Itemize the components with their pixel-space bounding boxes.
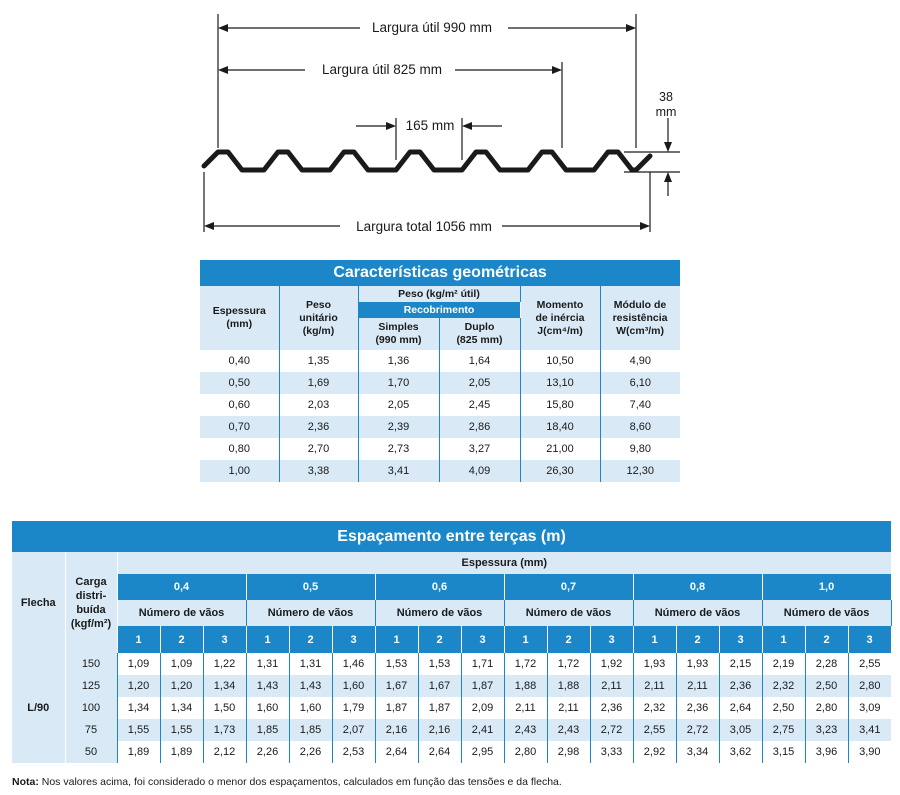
spacing-cell: 2,75	[762, 719, 805, 741]
spacing-cell: 2,07	[332, 719, 375, 741]
spacing-cell: 1,85	[289, 719, 332, 741]
span-index-header: 1	[117, 626, 160, 653]
spacing-row	[12, 719, 891, 741]
label-width-825: Largura útil 825 mm	[321, 62, 443, 77]
geom-cell: 1,35	[279, 350, 358, 372]
spacing-cell: 2,16	[418, 719, 461, 741]
spacing-cell: 2,12	[203, 741, 246, 763]
num-vaos-header: Número de vãos	[633, 600, 762, 626]
geom-cell: 15,80	[520, 394, 600, 416]
spacing-row	[12, 675, 891, 697]
spacing-cell: 2,11	[590, 675, 633, 697]
spacing-cell: 1,34	[203, 675, 246, 697]
footnote-text: Nos valores acima, foi considerado o menor dos espaçamentos, calculados em função das tensões e da flecha.	[38, 776, 562, 788]
header-duplo: Duplo (825 mm)	[439, 318, 520, 350]
geom-cell: 2,70	[279, 438, 358, 460]
spacing-cell: 1,71	[461, 653, 504, 675]
spacing-cell: 2,53	[332, 741, 375, 763]
spacing-cell: 1,55	[160, 719, 203, 741]
spacing-cell: 2,43	[547, 719, 590, 741]
span-index-header: 3	[461, 626, 504, 653]
spacing-cell: 1,89	[160, 741, 203, 763]
spacing-cell: 2,28	[805, 653, 848, 675]
spacing-cell: 2,98	[547, 741, 590, 763]
spacing-cell: 1,79	[332, 697, 375, 719]
span-index-header: 3	[590, 626, 633, 653]
spacing-cell: 2,32	[762, 675, 805, 697]
spacing-cell: 1,53	[375, 653, 418, 675]
load-value: 125	[65, 675, 117, 697]
span-index-header: 2	[160, 626, 203, 653]
header-peso-unitario: Peso unitário (kg/m)	[279, 286, 358, 350]
header-recobrimento: Recobrimento	[358, 302, 520, 318]
geom-cell: 12,30	[600, 460, 680, 482]
geom-cell: 1,64	[439, 350, 520, 372]
geom-cell: 2,36	[279, 416, 358, 438]
geom-cell: 3,27	[439, 438, 520, 460]
span-index-header: 1	[504, 626, 547, 653]
spacing-cell: 2,55	[848, 653, 891, 675]
header-modulo-resistencia: Módulo de resistência W(cm³/m)	[600, 286, 680, 350]
spacing-cell: 1,31	[289, 653, 332, 675]
spacing-cell: 2,26	[289, 741, 332, 763]
spacing-title: Espaçamento entre terças (m)	[12, 521, 891, 552]
geom-cell: 21,00	[520, 438, 600, 460]
label-width-total: Largura total 1056 mm	[356, 219, 492, 234]
geom-cell: 0,50	[200, 372, 279, 394]
load-value: 150	[65, 653, 117, 675]
thickness-header: 1,0	[762, 574, 891, 600]
num-vaos-header: Número de vãos	[375, 600, 504, 626]
header-espessura: Espessura (mm)	[200, 286, 279, 350]
spacing-cell: 2,50	[805, 675, 848, 697]
spacing-cell: 1,87	[418, 697, 461, 719]
spacing-cell: 2,15	[719, 653, 762, 675]
spacing-cell: 1,53	[418, 653, 461, 675]
geom-cell: 26,30	[520, 460, 600, 482]
spacing-cell: 1,89	[117, 741, 160, 763]
spacing-cell: 2,36	[676, 697, 719, 719]
geom-cell: 6,10	[600, 372, 680, 394]
spacing-cell: 1,50	[203, 697, 246, 719]
spacing-cell: 2,36	[719, 675, 762, 697]
geom-cell: 2,73	[358, 438, 439, 460]
load-value: 100	[65, 697, 117, 719]
spacing-cell: 2,80	[848, 675, 891, 697]
spacing-cell: 2,11	[547, 697, 590, 719]
geom-cell: 2,03	[279, 394, 358, 416]
spacing-cell: 3,33	[590, 741, 633, 763]
spacing-cell: 1,55	[117, 719, 160, 741]
spacing-cell: 1,43	[289, 675, 332, 697]
geom-cell: 2,45	[439, 394, 520, 416]
spacing-cell: 1,93	[633, 653, 676, 675]
spacing-cell: 1,88	[547, 675, 590, 697]
num-vaos-header: Número de vãos	[246, 600, 375, 626]
spacing-cell: 2,43	[504, 719, 547, 741]
geom-cell: 1,69	[279, 372, 358, 394]
spacing-cell: 1,87	[461, 675, 504, 697]
geom-row	[200, 416, 680, 438]
geom-row	[200, 350, 680, 372]
thickness-header: 0,6	[375, 574, 504, 600]
spacing-cell: 1,88	[504, 675, 547, 697]
geom-cell: 1,00	[200, 460, 279, 482]
geom-row	[200, 438, 680, 460]
spacing-cell: 1,60	[289, 697, 332, 719]
spacing-cell: 2,64	[719, 697, 762, 719]
thickness-header: 0,7	[504, 574, 633, 600]
spacing-cell: 1,60	[246, 697, 289, 719]
spacing-cell: 1,92	[590, 653, 633, 675]
span-index-header: 1	[762, 626, 805, 653]
span-index-header: 1	[375, 626, 418, 653]
geom-cell: 2,05	[439, 372, 520, 394]
spacing-cell: 2,64	[375, 741, 418, 763]
spacing-cell: 3,90	[848, 741, 891, 763]
spacing-cell: 2,19	[762, 653, 805, 675]
geom-cell: 4,90	[600, 350, 680, 372]
header-espessura-mm: Espessura (mm)	[117, 552, 891, 574]
spacing-cell: 1,72	[504, 653, 547, 675]
geom-cell: 9,80	[600, 438, 680, 460]
spacing-cell: 2,16	[375, 719, 418, 741]
spacing-cell: 1,93	[676, 653, 719, 675]
thickness-header: 0,8	[633, 574, 762, 600]
spacing-cell: 1,34	[117, 697, 160, 719]
geom-cell: 2,05	[358, 394, 439, 416]
label-pitch-165: 165 mm	[405, 118, 455, 133]
spacing-cell: 1,67	[375, 675, 418, 697]
spacing-cell: 2,09	[461, 697, 504, 719]
span-index-header: 2	[547, 626, 590, 653]
profile-drawing	[0, 0, 900, 250]
geom-cell: 7,40	[600, 394, 680, 416]
header-momento-inercia: Momento de inércia J(cm⁴/m)	[520, 286, 600, 350]
spacing-cell: 2,72	[590, 719, 633, 741]
spacing-cell: 3,62	[719, 741, 762, 763]
span-index-header: 3	[203, 626, 246, 653]
spacing-cell: 1,85	[246, 719, 289, 741]
header-peso-util: Peso (kg/m² útil)	[358, 286, 520, 302]
span-index-header: 2	[289, 626, 332, 653]
spacing-cell: 2,92	[633, 741, 676, 763]
span-index-header: 3	[848, 626, 891, 653]
geom-cell: 0,70	[200, 416, 279, 438]
geom-cell: 1,36	[358, 350, 439, 372]
geom-cell: 8,60	[600, 416, 680, 438]
spacing-cell: 1,87	[375, 697, 418, 719]
spacing-cell: 1,46	[332, 653, 375, 675]
spacing-cell: 2,95	[461, 741, 504, 763]
spacing-cell: 3,05	[719, 719, 762, 741]
label-height-38: 38	[659, 90, 673, 104]
spacing-cell: 1,09	[117, 653, 160, 675]
spacing-cell: 2,64	[418, 741, 461, 763]
spacing-row	[12, 697, 891, 719]
spacing-cell: 2,36	[590, 697, 633, 719]
spacing-cell: 1,20	[160, 675, 203, 697]
spacing-cell: 2,72	[676, 719, 719, 741]
spacing-cell: 2,32	[633, 697, 676, 719]
spacing-row	[12, 741, 891, 763]
spacing-cell: 1,20	[117, 675, 160, 697]
geom-cell: 1,70	[358, 372, 439, 394]
span-index-header: 2	[418, 626, 461, 653]
spacing-cell: 3,96	[805, 741, 848, 763]
spacing-cell: 2,11	[633, 675, 676, 697]
flecha-value: L/90	[12, 653, 65, 763]
spacing-cell: 1,31	[246, 653, 289, 675]
geom-row	[200, 372, 680, 394]
spacing-cell: 1,60	[332, 675, 375, 697]
spacing-cell: 2,80	[504, 741, 547, 763]
geom-cell: 13,10	[520, 372, 600, 394]
spacing-cell: 2,11	[676, 675, 719, 697]
spacing-cell: 2,26	[246, 741, 289, 763]
spacing-cell: 2,11	[504, 697, 547, 719]
thickness-header: 0,5	[246, 574, 375, 600]
geom-cell: 4,09	[439, 460, 520, 482]
footnote-label: Nota:	[12, 776, 39, 788]
load-value: 50	[65, 741, 117, 763]
geom-cell: 3,38	[279, 460, 358, 482]
geom-title: Características geométricas	[200, 260, 680, 286]
label-width-990: Largura útil 990 mm	[371, 20, 493, 35]
profile-line	[204, 152, 650, 170]
spacing-cell: 3,41	[848, 719, 891, 741]
spacing-cell: 1,67	[418, 675, 461, 697]
geom-cell: 18,40	[520, 416, 600, 438]
header-simples: Simples (990 mm)	[358, 318, 439, 350]
thickness-header: 0,4	[117, 574, 246, 600]
spacing-row	[12, 653, 891, 675]
num-vaos-header: Número de vãos	[762, 600, 891, 626]
span-index-header: 2	[805, 626, 848, 653]
geom-cell: 0,40	[200, 350, 279, 372]
load-value: 75	[65, 719, 117, 741]
spacing-cell: 1,72	[547, 653, 590, 675]
span-index-header: 1	[246, 626, 289, 653]
footnote	[12, 776, 562, 788]
geom-row	[200, 460, 680, 482]
spacing-cell: 1,34	[160, 697, 203, 719]
geom-cell: 2,39	[358, 416, 439, 438]
geom-cell: 3,41	[358, 460, 439, 482]
spacing-cell: 2,55	[633, 719, 676, 741]
geometric-characteristics-table	[200, 260, 681, 482]
geom-cell: 10,50	[520, 350, 600, 372]
geom-row	[200, 394, 680, 416]
spacing-table	[12, 521, 892, 763]
span-index-header: 3	[719, 626, 762, 653]
spacing-cell: 3,15	[762, 741, 805, 763]
header-flecha: Flecha	[12, 552, 65, 653]
header-carga: Carga distri- buída (kgf/m²)	[65, 552, 117, 653]
spacing-cell: 2,41	[461, 719, 504, 741]
spacing-cell: 1,22	[203, 653, 246, 675]
span-index-header: 2	[676, 626, 719, 653]
spacing-cell: 1,73	[203, 719, 246, 741]
spacing-cell: 3,09	[848, 697, 891, 719]
label-height-unit: mm	[655, 105, 677, 119]
spacing-cell: 2,80	[805, 697, 848, 719]
spacing-cell: 3,23	[805, 719, 848, 741]
geom-cell: 0,80	[200, 438, 279, 460]
spacing-cell: 2,50	[762, 697, 805, 719]
span-index-header: 1	[633, 626, 676, 653]
spacing-cell: 1,09	[160, 653, 203, 675]
geom-cell: 0,60	[200, 394, 279, 416]
spacing-cell: 3,34	[676, 741, 719, 763]
geom-cell: 2,86	[439, 416, 520, 438]
num-vaos-header: Número de vãos	[504, 600, 633, 626]
span-index-header: 3	[332, 626, 375, 653]
num-vaos-header: Número de vãos	[117, 600, 246, 626]
spacing-cell: 1,43	[246, 675, 289, 697]
